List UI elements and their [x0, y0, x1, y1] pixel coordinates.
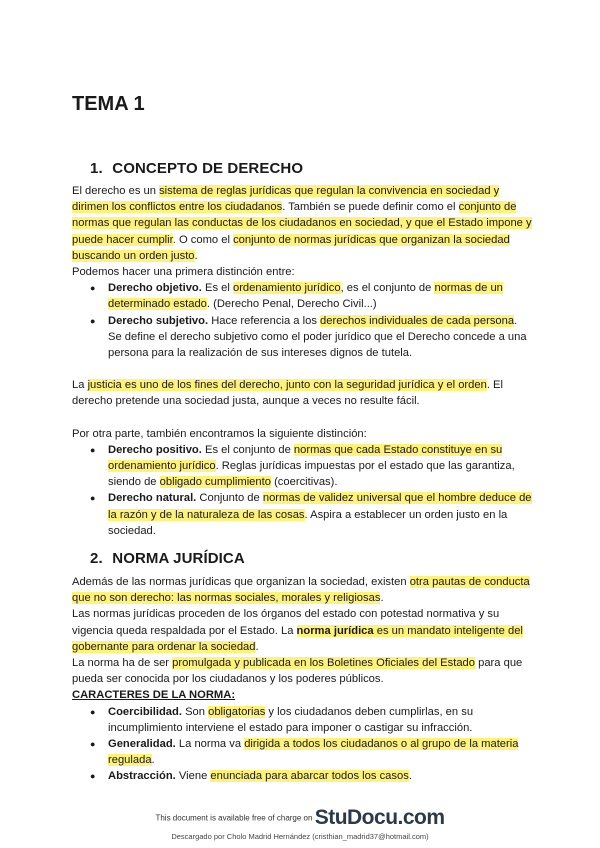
highlight: es un mandato inteligente del gobernante para ordenar la sociedad: [72, 624, 523, 653]
highlight: conjunto de normas que regulan las conductas de los ciudadanos en sociedad, y que el Estado impone y puede hacer cumplir: [72, 201, 532, 246]
footer-download-info: Descargado por Cholo Madrid Hernández (cristhian_madrid37@hotmail.com): [171, 832, 429, 841]
distinction-list-2: [72, 442, 532, 539]
intro-paragraph-2: Por otra parte, también encontramos la siguiente distinción:: [72, 427, 367, 440]
list-term: Derecho subjetivo.: [108, 314, 209, 327]
list-item: [108, 704, 532, 736]
list-term: Derecho natural.: [108, 492, 197, 505]
availability-text: This document is available free of charge on: [155, 813, 313, 823]
text-run: Hace referencia a los: [208, 314, 321, 327]
highlight: normas de un determinado estado: [108, 282, 503, 311]
highlight: enunciada para abarcar todos los casos: [210, 770, 409, 783]
text-run: .: [151, 754, 155, 767]
justice-paragraph: [72, 377, 532, 409]
list-item: [108, 280, 532, 312]
text-run: . O como el: [172, 233, 234, 246]
text-run: . También se puede definir como el: [282, 201, 459, 214]
highlight: obligado cumplimiento: [159, 476, 271, 489]
origin-paragraph: [72, 606, 532, 655]
publication-paragraph: [72, 655, 532, 687]
text-run: .: [194, 249, 198, 262]
text-run: . (Derecho Penal, Derecho Civil...): [206, 298, 377, 311]
list-term: Abstracción.: [108, 770, 176, 783]
text-run: Viene: [175, 770, 211, 783]
section-1-number: 1.: [90, 160, 103, 177]
highlight: normas que cada Estado constituye en su ordenamiento jurídico: [108, 443, 503, 473]
section-1-title: CONCEPTO DE DERECHO: [112, 160, 304, 177]
text-run: Además de las normas jurídicas que organizan la sociedad, existen: [72, 576, 410, 588]
highlight: otra pautas de conducta que no son derecho: las normas sociales, morales y religiosas: [72, 576, 530, 605]
text-run: y los ciudadanos deben cumplirlas, en su incumplimiento interviene el estado para imponer o castigar su infracción.: [108, 705, 474, 734]
list-term: Generalidad.: [108, 738, 176, 751]
section-1-heading: [90, 160, 303, 177]
text-run: (coercitivas).: [270, 476, 338, 489]
text-run: Conjunto de: [196, 492, 263, 505]
norms-paragraph: [72, 574, 532, 606]
list-term: Derecho objetivo.: [108, 282, 202, 295]
highlight-bold: norma jurídica: [296, 624, 374, 637]
definition-paragraph: [72, 183, 532, 264]
section-2-number: 2.: [90, 550, 103, 567]
text-run: .: [380, 592, 384, 605]
distinction-list-1: [72, 280, 532, 361]
highlight: dirigida a todos los ciudadanos o al grupo de la materia regulada: [108, 738, 519, 767]
text-run: La: [72, 379, 88, 392]
highlight: ordenamiento jurídico: [232, 282, 341, 295]
intro-paragraph: Podemos hacer una primera distinción entre:: [72, 266, 295, 279]
section-1-body: [72, 183, 532, 539]
text-run: .: [255, 640, 259, 653]
characteristics-list: [72, 704, 532, 785]
list-item: [108, 490, 532, 539]
text-run: para que pueda ser conocida por los ciudadanos y los poderes públicos.: [72, 657, 523, 686]
highlight: justicia es uno de los fines del derecho, junto con la seguridad jurídica y el orden: [87, 379, 487, 392]
text-run: .: [408, 770, 412, 783]
studocu-logo-link[interactable]: StuDocu.com: [314, 806, 445, 829]
text-run: El derecho es un: [72, 185, 160, 197]
section-2-title: NORMA JURÍDICA: [112, 550, 245, 567]
text-run: Es el: [201, 282, 233, 295]
section-2-heading: [90, 550, 245, 567]
document-title: TEMA 1: [72, 93, 145, 115]
list-term: Coercibilidad.: [108, 705, 182, 718]
text-run: Es el conjunto de: [201, 443, 294, 456]
highlight: obligatorias: [208, 705, 266, 718]
section-2-body: [72, 574, 532, 785]
list-item: [108, 442, 532, 491]
highlight: promulgada y publicada en los Boletines Oficiales del Estado: [172, 657, 475, 670]
highlight: sistema de reglas jurídicas que regulan la convivencia en sociedad y dirimen los conflictos entre los ciudadanos: [72, 185, 500, 214]
highlight: normas de validez universal que el hombre deduce de la razón y de la naturaleza de las cosas: [108, 492, 532, 521]
characteristics-subheading: CARACTERES DE LA NORMA:: [72, 689, 236, 702]
highlight: derechos individuales de cada persona: [320, 314, 515, 327]
text-run: Son: [181, 705, 209, 718]
text-run: Las normas jurídicas proceden de los órganos del estado con potestad normativa y su vigencia queda respaldada por el Estado. La: [72, 608, 500, 637]
text-run: . Aspira a establecer un orden justo en la sociedad.: [108, 508, 508, 537]
highlight: conjunto de normas jurídicas que organizan la sociedad buscando un orden justo: [72, 233, 510, 262]
list-item: [108, 736, 532, 768]
text-run: . Se define el derecho subjetivo como el poder jurídico que el Derecho concede a una persona para la realización de sus intereses dignos de tutela.: [108, 314, 527, 360]
list-term: Derecho positivo.: [108, 443, 202, 456]
list-item: [108, 768, 532, 784]
text-run: La norma va: [175, 738, 245, 751]
list-item: [108, 313, 532, 362]
text-run: . Reglas jurídicas impuestas por el estado que las garantiza, siendo de: [108, 460, 515, 489]
text-run: La norma ha de ser: [72, 657, 173, 670]
footer-availability: [0, 806, 600, 830]
text-run: , es el conjunto de: [340, 282, 435, 295]
text-run: . El derecho pretende una sociedad justa, aunque a veces no resulte fácil.: [72, 379, 503, 408]
